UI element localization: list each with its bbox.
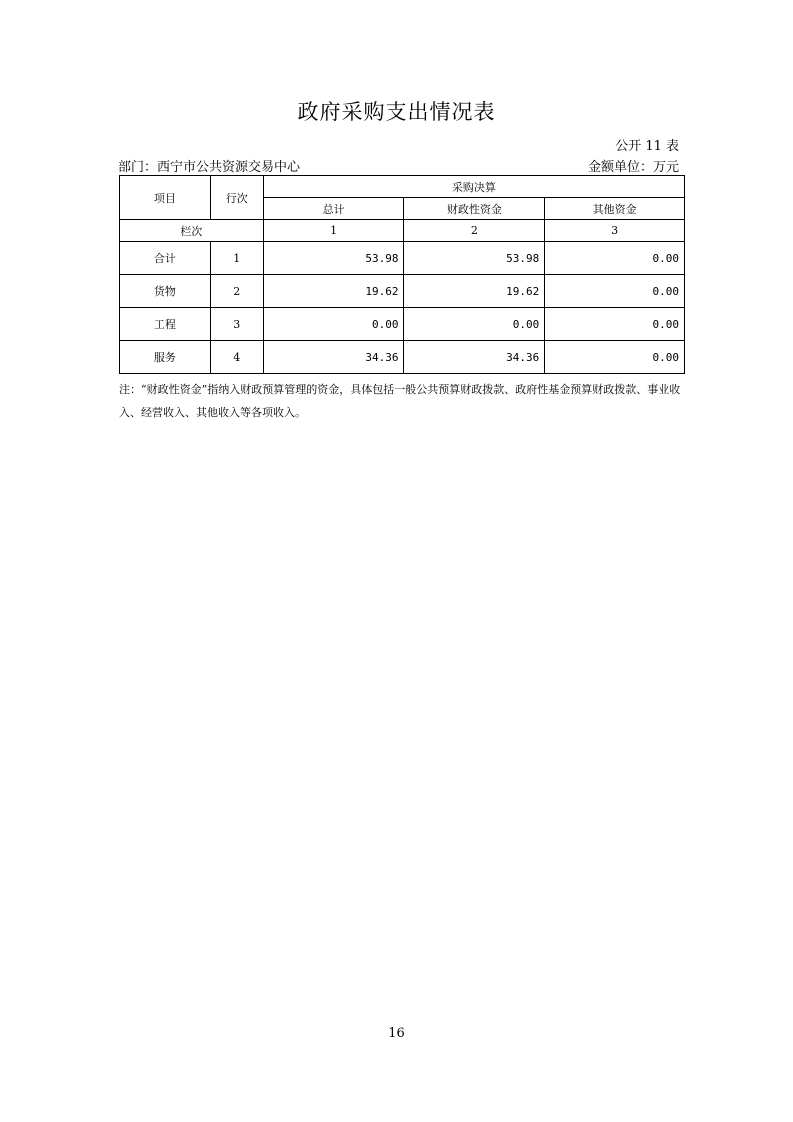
procurement-table [119, 175, 685, 374]
form-number: 公开 11 表 [615, 139, 679, 154]
column-number-label: 栏次 [120, 220, 264, 242]
row-fiscal: 53.98 [404, 242, 545, 275]
header-item: 项目 [120, 176, 211, 220]
row-line: 4 [210, 341, 263, 374]
footnote-line-1: 注：“财政性资金”指纳入财政预算管理的资金，具体包括一般公共预算财政拨款、政府性基金预算财政拨款、事业收 [119, 383, 681, 396]
row-total: 53.98 [263, 242, 404, 275]
header-procurement-group: 采购决算 [263, 176, 684, 198]
header-line: 行次 [210, 176, 263, 220]
row-other: 0.00 [545, 341, 685, 374]
page-title: 政府采购支出情况表 [297, 100, 496, 124]
column-number-1: 1 [263, 220, 404, 242]
row-other: 0.00 [545, 275, 685, 308]
header-total: 总计 [263, 198, 404, 220]
row-total: 0.00 [263, 308, 404, 341]
row-other: 0.00 [545, 242, 685, 275]
row-line: 3 [210, 308, 263, 341]
row-other: 0.00 [545, 308, 685, 341]
department-label: 部门：西宁市公共资源交易中心 [118, 160, 301, 175]
row-fiscal: 0.00 [404, 308, 545, 341]
row-line: 1 [210, 242, 263, 275]
table-row [120, 341, 685, 374]
footnote-line-2: 入、经营收入、其他收入等各项收入。 [119, 406, 306, 419]
row-item: 合计 [120, 242, 211, 275]
row-item: 服务 [120, 341, 211, 374]
row-total: 34.36 [263, 341, 404, 374]
column-number-2: 2 [404, 220, 545, 242]
amount-unit-label: 金额单位：万元 [587, 160, 679, 175]
table-row [120, 275, 685, 308]
footnote [119, 378, 689, 424]
header-other-funds: 其他资金 [545, 198, 685, 220]
page-number: 16 [388, 1026, 405, 1041]
row-item: 工程 [120, 308, 211, 341]
header-fiscal-funds: 财政性资金 [404, 198, 545, 220]
row-item: 货物 [120, 275, 211, 308]
row-fiscal: 19.62 [404, 275, 545, 308]
table-row [120, 308, 685, 341]
table-row [120, 242, 685, 275]
row-total: 19.62 [263, 275, 404, 308]
row-fiscal: 34.36 [404, 341, 545, 374]
column-number-3: 3 [545, 220, 685, 242]
row-line: 2 [210, 275, 263, 308]
